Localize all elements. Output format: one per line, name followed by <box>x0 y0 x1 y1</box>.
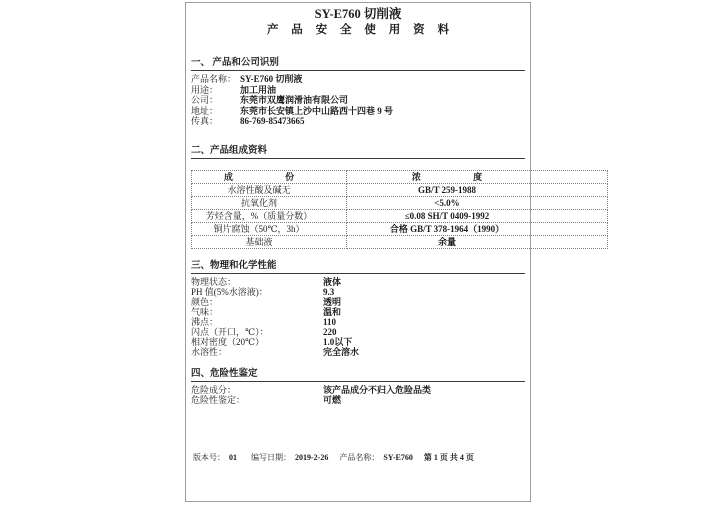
component-column-header: 成 份 <box>192 170 347 183</box>
concentration-cell: 合格 GB/T 378-1964（1990） <box>347 222 608 235</box>
company-label: 公司： <box>191 95 219 105</box>
section4-heading: 四、危险性鉴定 <box>191 369 525 382</box>
fax-label: 传真： <box>191 116 219 126</box>
hazardous-components-value: 该产品成分不归入危险品类 <box>323 384 432 395</box>
concentration-cell: <5.0% <box>347 196 608 209</box>
fax-value: 86-769-85473665 <box>240 116 305 126</box>
color-value: 透明 <box>323 296 342 307</box>
address-value: 东莞市长安镇上沙中山路西十四巷 9 号 <box>240 105 394 116</box>
relative-density-value: 1.0以下 <box>323 336 353 347</box>
relative-density-row <box>191 337 525 347</box>
color-row <box>191 297 525 307</box>
product-value: SY-E760 <box>383 453 413 462</box>
hazard-assessment-row <box>191 395 525 406</box>
page-number-info: 第 1 页 共 4 页 <box>423 453 474 462</box>
hazardous-components-label: 危险成分： <box>191 384 237 395</box>
concentration-column-header: 浓 度 <box>347 170 608 183</box>
date-value: 2019-2-26 <box>295 453 329 462</box>
section3-rows <box>191 277 525 357</box>
hazardous-components-row <box>191 385 525 396</box>
physical-state-row <box>191 277 525 287</box>
product-label: 产品名称： <box>339 453 380 462</box>
component-cell: 芳烃含量，%（质量分数） <box>192 209 347 222</box>
boiling-point-label: 沸点： <box>191 316 219 327</box>
document-title: SY-E760 切削液 <box>314 7 402 21</box>
usage-row <box>191 85 525 96</box>
table-row <box>192 222 608 235</box>
relative-density-label: 相对密度（20℃） <box>191 336 265 347</box>
table-row <box>192 209 608 222</box>
component-cell: 铜片腐蚀（50℃，3h） <box>192 222 347 235</box>
address-row <box>191 106 525 117</box>
water-solubility-row <box>191 347 525 357</box>
color-label: 颜色： <box>191 296 219 307</box>
page-footer <box>193 453 523 462</box>
concentration-cell: 余量 <box>347 235 608 248</box>
fax-row <box>191 116 525 127</box>
product-name-row <box>191 74 525 85</box>
concentration-cell: GB/T 259-1988 <box>347 183 608 196</box>
company-value: 东莞市双鹰润滑油有限公司 <box>240 95 349 105</box>
product-name-label: 产品名称： <box>191 74 237 84</box>
table-row <box>192 196 608 209</box>
company-row <box>191 95 525 106</box>
flash-point-value: 220 <box>323 326 337 337</box>
section4-rows <box>191 385 525 406</box>
odor-label: 气味： <box>191 306 219 317</box>
component-cell: 基础液 <box>192 235 347 248</box>
odor-value: 温和 <box>323 306 342 317</box>
ph-label: PH 值(5%水溶液)： <box>191 286 268 297</box>
boiling-point-value: 110 <box>323 316 337 327</box>
msds-page <box>185 2 531 502</box>
water-solubility-value: 完全溶水 <box>323 346 360 357</box>
hazard-assessment-value: 可燃 <box>323 395 342 405</box>
section1-heading: 一、 产品和公司识别 <box>191 58 525 71</box>
version-label: 版本号： <box>193 453 225 462</box>
version-value: 01 <box>229 453 237 462</box>
ph-row <box>191 287 525 297</box>
date-label: 编写日期： <box>251 453 291 462</box>
address-label: 地址： <box>191 105 219 116</box>
hazard-assessment-label: 危险性鉴定： <box>191 395 246 405</box>
ph-value: 9.3 <box>323 286 335 297</box>
section1-rows <box>191 74 525 127</box>
flash-point-row <box>191 327 525 337</box>
component-cell: 抗氧化剂 <box>192 196 347 209</box>
product-name-value: SY-E760 切削液 <box>240 74 303 84</box>
document-subtitle: 产 品 安 全 使 用 资 料 <box>266 24 450 36</box>
physical-state-value: 液体 <box>323 276 342 287</box>
physical-state-label: 物理状态： <box>191 276 237 287</box>
flash-point-label: 闪点（开口，℃）： <box>191 326 269 337</box>
composition-table <box>191 170 608 249</box>
usage-label: 用途： <box>191 84 219 95</box>
component-cell: 水溶性酸及碱无 <box>192 183 347 196</box>
section2-heading: 二、产品组成资料 <box>191 146 525 159</box>
boiling-point-row <box>191 317 525 327</box>
concentration-cell: ≤0.08 SH/T 0409-1992 <box>347 209 608 222</box>
odor-row <box>191 307 525 317</box>
composition-header-row <box>192 170 608 183</box>
table-row <box>192 235 608 248</box>
section3-heading: 三、物理和化学性能 <box>191 261 525 274</box>
table-row <box>192 183 608 196</box>
usage-value: 加工用油 <box>240 84 277 95</box>
water-solubility-label: 水溶性： <box>191 346 228 357</box>
